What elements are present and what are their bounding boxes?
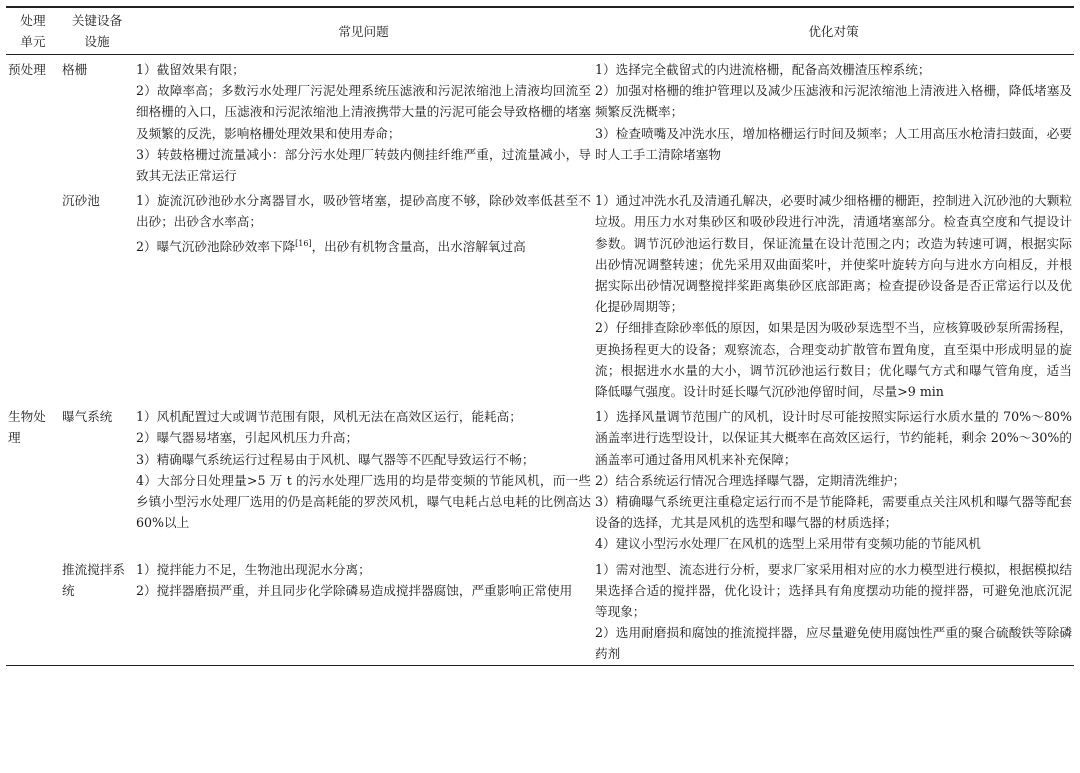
unit-cell: [6, 559, 60, 666]
problems-cell: [134, 406, 593, 554]
equipment-cell: 沉砂池: [62, 193, 100, 209]
table-header-row: [6, 7, 1074, 55]
measure-item: 2）结合系统运行情况合理选择曝气器，定期清洗维护；: [595, 472, 906, 488]
measure-item: 3）精确曝气系统更注重稳定运行而不是节能降耗，需要重点关注风机和曝气器等配套设备的选择，尤其是风机的选型和曝气器的材质选择；: [595, 494, 1072, 531]
problem-item: 2）搅拌器磨损严重，并且同步化学除磷易造成搅拌器腐蚀，严重影响正常使用: [136, 582, 573, 598]
measures-cell: [593, 59, 1074, 186]
problems-cell: [134, 559, 593, 666]
unit-cell: 预处理: [8, 62, 46, 77]
problem-item: 2）故障率高；多数污水处理厂污泥处理系统压滤液和污泥浓缩池上清液均回流至细格栅的入口，压滤液和污泥浓缩池上清液携带大量的污泥可能会导致格栅的堵塞及频繁的反洗，影响格栅处理效果和使用寿命；: [136, 83, 591, 141]
measure-item: 1）通过冲洗水孔及清通孔解决，必要时减少细格栅的栅距，控制进入沉砂池的大颗粒垃圾。用压力水对集砂区和吸砂段进行冲洗，清通堵塞部分。检查真空度和气提设计参数。调节沉砂池运行数目，保证流量在设计范围之内；改造为转速可调，根据实际出砂情况调整转速；优先采用双曲面桨叶，并使桨叶旋转方向与进水方向相反，并根据实际出砂情况调整搅拌桨距离集砂区底部距离；检查提砂设备是否正常运行以及优化提砂周期等；: [595, 193, 1072, 315]
unit-cell: 生物处理: [8, 409, 46, 446]
measure-item: 2）仔细排查除砂率低的原因，如果是因为吸砂泵选型不当，应核算吸砂泵所需扬程，更换扬程更大的设备；观察流态，合理变动扩散管布置角度，直至渠中形成明显的旋流；根据进水水量的大小，调节沉砂池运行数目；优化曝气方式和曝气管角度，适当降低曝气强度。设计时延长曝气沉砂池停留时间，尽量>9 min: [595, 320, 1072, 400]
header-measures: 优化对策: [808, 23, 859, 39]
optimization-table: [6, 6, 1074, 666]
problem-item: 4）大部分日处理量>5 万 t 的污水处理厂选用的均是带变频的节能风机，而一些乡镇小型污水处理厂选用的仍是高耗能的罗茨风机，曝气电耗占总电耗的比例高达 60%以上: [136, 472, 591, 531]
header-unit: 处理 单元: [20, 13, 46, 49]
table-row: [6, 406, 1074, 554]
header-equipment: 关键设备 设施: [71, 13, 123, 49]
measure-item: 2）加强对格栅的维护管理以及减少压滤液和污泥浓缩池上清液进入格栅，降低堵塞及频繁反洗概率；: [595, 83, 1072, 120]
table-row: [6, 59, 1074, 186]
problems-cell: [134, 190, 593, 402]
measure-item: 1）选择风量调节范围广的风机，设计时尽可能按照实际运行水质水量的 70%～80%涵盖率进行选型设计，以保证其大概率在高效区运行，节约能耗，剩余 20%～30%的涵盖率可通过备用风机来补充保障；: [595, 409, 1072, 467]
header-problems: 常见问题: [338, 23, 389, 39]
measure-item: 1）选择完全截留式的内进流格栅，配备高效栅渣压榨系统；: [595, 62, 931, 77]
equipment-cell: 格栅: [62, 62, 88, 77]
measure-item: 2）选用耐磨损和腐蚀的推流搅拌器，应尽量避免使用腐蚀性严重的聚合硫酸铁等除磷药剂: [595, 625, 1072, 662]
problem-item: 2）曝气器易堵塞，引起风机压力升高；: [136, 430, 359, 446]
problem-item: 2）曝气沉砂池除砂效率下降[16]，出砂有机物含量高，出水溶解氧过高: [136, 238, 526, 254]
measure-item: 4）建议小型污水处理厂在风机的选型上采用带有变频功能的节能风机: [595, 536, 981, 552]
citation-ref: [16]: [295, 238, 312, 248]
equipment-cell: 推流搅拌系统: [62, 561, 125, 598]
measures-cell: [593, 559, 1074, 666]
problem-item: 3）转鼓格栅过流量减小：部分污水处理厂转鼓内侧挂纤维严重，过流量减小，导致其无法正常运行: [136, 146, 591, 184]
table-row: [6, 190, 1074, 402]
problem-item: 1）截留效果有限；: [136, 62, 245, 77]
table-row: [6, 559, 1074, 666]
problem-item: 3）精确曝气系统运行过程易由于风机、曝气器等不匹配导致运行不畅；: [136, 451, 535, 467]
measures-cell: [593, 406, 1074, 554]
problems-cell: [134, 59, 593, 186]
problem-item: 1）风机配置过大或调节范围有限，风机无法在高效区运行，能耗高；: [136, 409, 522, 425]
measure-item: 3）检查喷嘴及冲洗水压，增加格栅运行时间及频率；人工用高压水枪清扫鼓面，必要时人工手工清除堵塞物: [595, 125, 1072, 162]
problem-item: 1）搅拌能力不足，生物池出现泥水分离；: [136, 561, 371, 577]
unit-cell: [6, 190, 60, 402]
measures-cell: [593, 190, 1074, 402]
problem-item: 1）旋流沉砂池砂水分离器冒水，吸砂管堵塞，提砂高度不够，除砂效率低甚至不出砂；出砂含水率高；: [136, 193, 591, 230]
equipment-cell: 曝气系统: [62, 409, 113, 425]
measure-item: 1）需对池型、流态进行分析，要求厂家采用相对应的水力模型进行模拟，根据模拟结果选择合适的搅拌器，优化设计；选择具有角度摆动功能的搅拌器，可避免池底沉泥等现象；: [595, 561, 1072, 620]
